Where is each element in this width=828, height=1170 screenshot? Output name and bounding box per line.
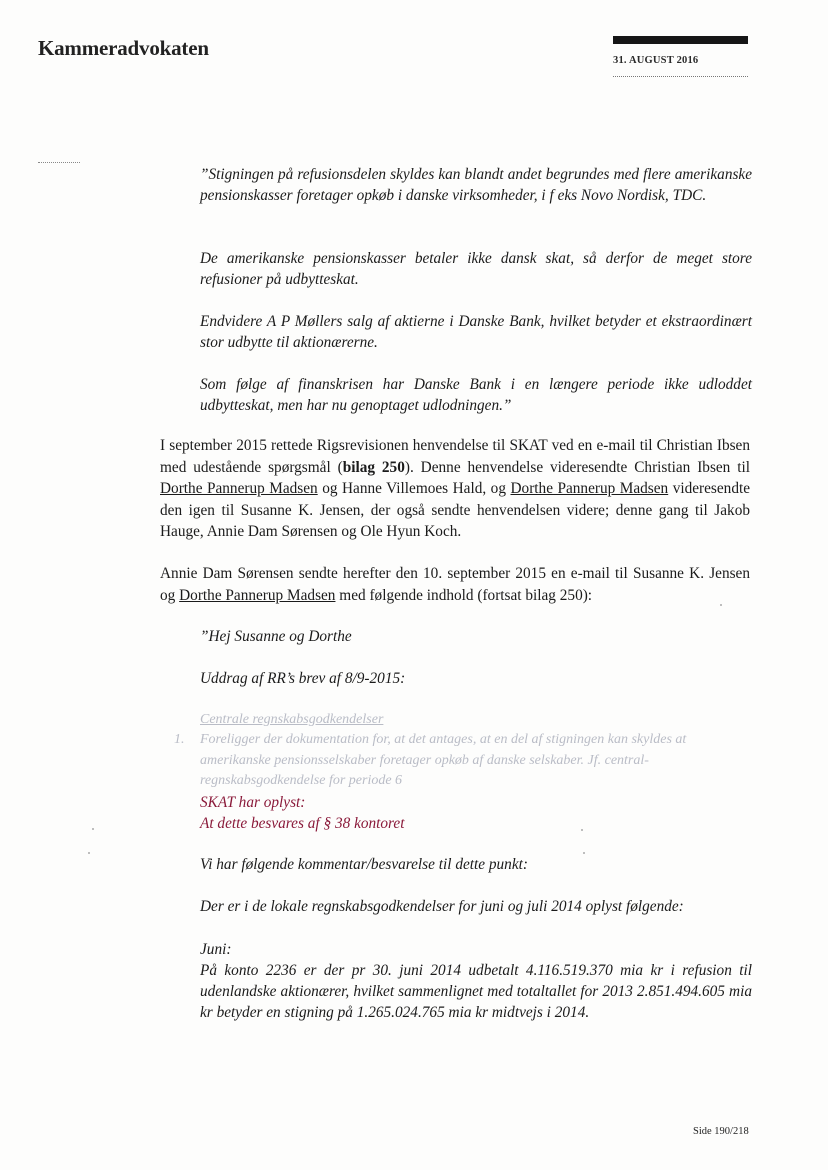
scan-speck (720, 604, 722, 606)
quote1-paragraph-3: Endvidere A P Møllers salg af aktierne i Danske Bank, hvilket betyder et ekstraordinært stor udbytte til aktionærerne. (200, 313, 752, 351)
quote1-paragraph-2: De amerikanske pensionskasser betaler ikke dansk skat, så derfor de meget store refusioner på udbytteskat. (200, 250, 752, 288)
header-bar (613, 36, 748, 44)
para1-text-c: og Hanne Villemoes Hald, og (317, 480, 511, 497)
quote2-june-label: Juni: (200, 941, 232, 958)
quote2-local-approvals: Der er i de lokale regnskabsgodkendelser for juni og juli 2014 oplyst følgende: (200, 898, 684, 915)
quote1-paragraph-1: ”Stigningen på refusionsdelen skyldes kan blandt andet begrundes med flere amerikanske pensionskasser foretager opkøb i danske virksomheder, i f eks Novo Nordisk, TDC. (200, 166, 752, 204)
body-paragraph-2 (160, 563, 750, 606)
para1-text-b: ). Denne henvendelse videresendte Christian Ibsen til (404, 458, 750, 476)
para1-bilag-ref: bilag 250 (342, 458, 405, 476)
quote2-extract-heading: Uddrag af RR’s brev af 8/9-2015: (200, 670, 406, 687)
scan-speck (583, 852, 585, 854)
scan-speck (92, 828, 94, 830)
brand-logo: Kammeradvokaten (38, 36, 209, 60)
quote2-greeting: ”Hej Susanne og Dorthe (200, 628, 352, 645)
skat-note-line-2: At dette besvares af § 38 kontoret (200, 815, 405, 832)
para1-name-2: Dorthe Pannerup Madsen (510, 480, 669, 497)
page-number: Side 190/218 (693, 1126, 749, 1137)
scan-speck (581, 829, 583, 831)
quote2-june-text: På konto 2236 er der pr 30. juni 2014 udbetalt 4.116.519.370 mia kr i refusion til udenlandske aktionærer, hvilket sammenlignet med totaltallet for 2013 2.851.494.605 mia kr betyder en stigning på 1.265.024.765 mia kr midtvejs i 2014. (200, 962, 752, 1021)
para1-text-d: videresendte den igen til Susanne K. Jensen, der også sendte henvendelsen videre; denne gang til Jakob Hauge, Annie Dam Sørensen og Ole Hyun Koch. (160, 480, 751, 540)
para2-text-a: Annie Dam Sørensen sendte herefter den 10. september 2015 en e-mail til Susanne K. Jensen og (160, 565, 750, 604)
faded-item-number: 1. (174, 732, 185, 747)
faded-heading: Centrale regnskabsgodkendelser (200, 712, 384, 727)
para2-name: Dorthe Pannerup Madsen (179, 586, 336, 604)
header-date: 31. AUGUST 2016 (613, 55, 699, 66)
header-divider (613, 76, 748, 77)
para1-text-a: I september 2015 rettede Rigsrevisionen henvendelse til SKAT ved en e-mail til Christian Ibsen med udestående spørgsmål ( (160, 437, 750, 476)
quote1-paragraph-4: Som følge af finanskrisen har Danske Bank i en længere periode ikke udloddet udbytteskat, men har nu genoptaget udlodningen.” (200, 376, 752, 414)
scan-speck (88, 852, 90, 854)
skat-note-line-1: SKAT har oplyst: (200, 794, 306, 811)
faded-item-text: Foreligger der dokumentation for, at det antages, at en del af stigningen kan skyldes at amerikanske pensionsselskaber foretager opkøb af danske selskaber. Jf. central-regnskabsgodkendelse for periode 6 (200, 732, 687, 788)
para1-name-1: Dorthe Pannerup Madsen (160, 480, 318, 497)
margin-divider (38, 162, 80, 163)
para2-text-b: med følgende indhold (fortsat bilag 250): (335, 586, 593, 604)
body-paragraph-1 (160, 435, 750, 543)
quote2-comment-intro: Vi har følgende kommentar/besvarelse til dette punkt: (200, 856, 528, 873)
